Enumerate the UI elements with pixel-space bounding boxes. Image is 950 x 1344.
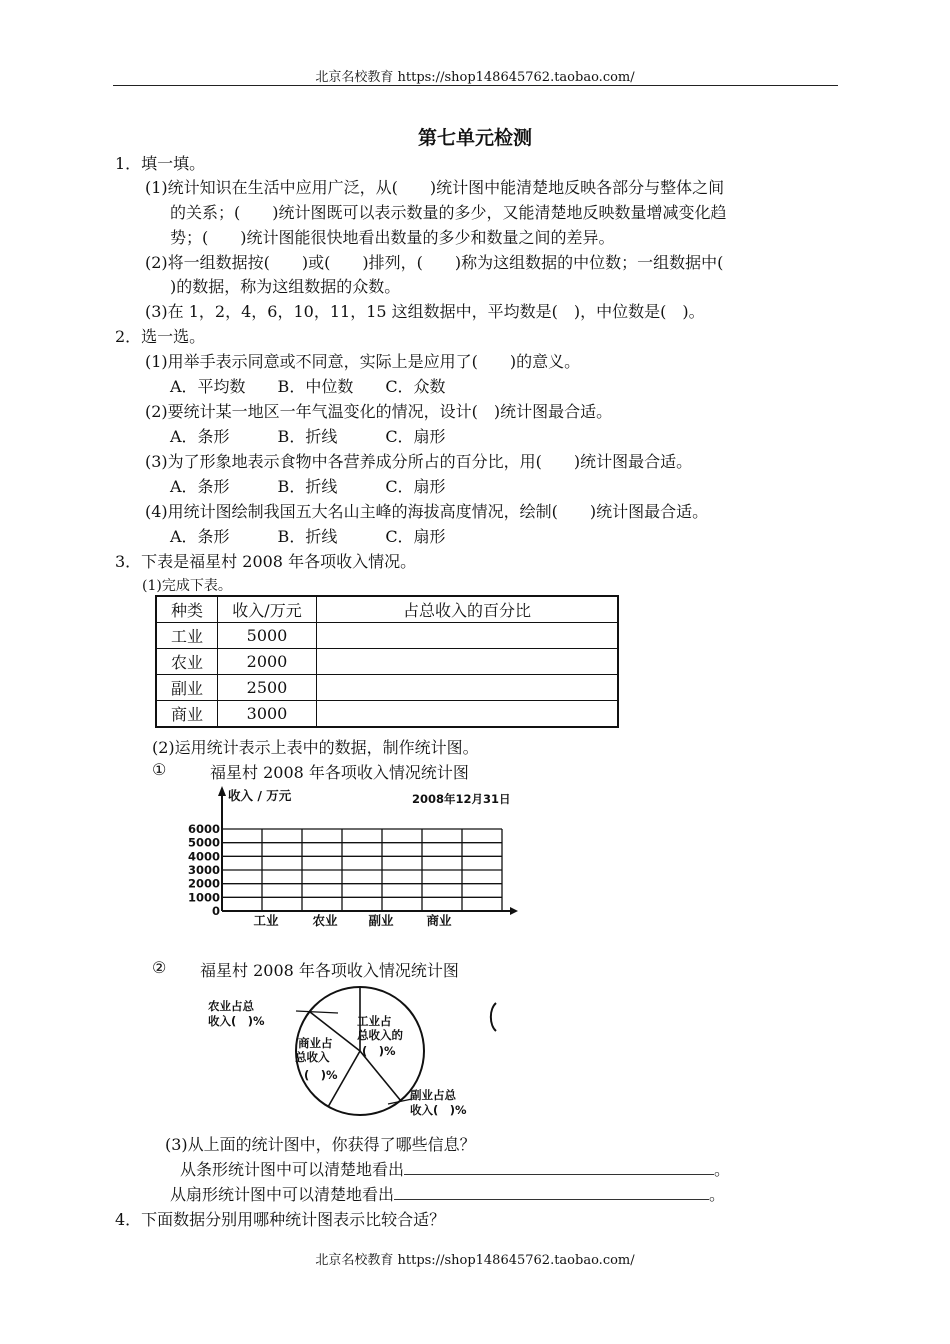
q1-p2-line1: (2)将一组数据按( )或( )排列，( )称为这组数据的中位数；一组数据中( xyxy=(145,253,724,272)
table-cell: 3000 xyxy=(218,701,317,728)
pie-divider-sideline xyxy=(360,1051,401,1101)
q3-sub3-a: 从条形统计图中可以清楚地看出 xyxy=(180,1160,405,1179)
table-cell: 2500 xyxy=(218,675,317,701)
chart1-title: 福星村 2008 年各项收入情况统计图 xyxy=(210,763,469,782)
partial-circle-mark xyxy=(491,1003,496,1031)
q4-label: 4．下面数据分别用哪种统计图表示比较合适？ xyxy=(115,1210,446,1229)
pie-label: 收入( )% xyxy=(410,1103,467,1117)
chart2-number: ② xyxy=(152,958,167,977)
table-row xyxy=(156,675,618,701)
y-tick-label: 6000 xyxy=(187,822,220,836)
q1-p1-line2: 的关系；( )统计图既可以表示数量的多少，又能清楚地反映数量增减变化趋 xyxy=(170,203,727,222)
chart2-title: 福星村 2008 年各项收入情况统计图 xyxy=(200,961,459,980)
q2-p1-options: A．平均数 B．中位数 C．众数 xyxy=(170,377,446,396)
q3-sub3-a-line xyxy=(180,1157,730,1180)
q2-label: 2．选一选。 xyxy=(115,327,206,346)
table-header: 种类 xyxy=(156,596,218,623)
q1-label: 1．填一填。 xyxy=(115,154,206,173)
period: 。 xyxy=(714,1160,731,1179)
income-table xyxy=(155,595,619,728)
pie-label: 收入( )% xyxy=(208,1014,265,1028)
pie-label: 总收入的 xyxy=(357,1028,403,1042)
q3-label: 3．下表是福星村 2008 年各项收入情况。 xyxy=(115,552,417,571)
table-row xyxy=(156,623,618,649)
y-tick-label: 4000 xyxy=(187,849,220,864)
answer-cell[interactable] xyxy=(317,623,619,649)
table-header: 收入/万元 xyxy=(218,596,317,623)
pie-label: 工业占 xyxy=(357,1014,392,1028)
table-cell: 工业 xyxy=(156,623,218,649)
bar-chart xyxy=(180,783,525,933)
pie-label: 副业占总 xyxy=(410,1088,456,1102)
q2-p1: (1)用举手表示同意或不同意，实际上是应用了( )的意义。 xyxy=(145,352,581,371)
pie-label: 商业占 xyxy=(298,1036,333,1050)
q3-sub2: (2)运用统计表示上表中的数据，制作统计图。 xyxy=(152,738,479,757)
q3-sub3-b-line xyxy=(170,1182,725,1205)
pie-label: 总收入 xyxy=(295,1050,330,1064)
table-row xyxy=(156,649,618,675)
y-axis-arrow xyxy=(218,786,226,796)
table-header: 占总收入的百分比 xyxy=(317,596,619,623)
page-title: 第七单元检测 xyxy=(417,127,532,149)
page-footer: 北京名校教育 https://shop148645762.taobao.com/ xyxy=(315,1253,635,1268)
y-tick-label: 2000 xyxy=(187,876,220,891)
chart-date: 2008年12月31日 xyxy=(412,792,511,806)
answer-blank[interactable] xyxy=(394,1185,709,1200)
period: 。 xyxy=(709,1185,726,1204)
table-cell: 2000 xyxy=(218,649,317,675)
q3-sub1: (1)完成下表。 xyxy=(142,578,232,594)
q1-p2-line2: )的数据，称为这组数据的众数。 xyxy=(170,277,401,296)
answer-cell[interactable] xyxy=(317,675,619,701)
q1-p1-line3: 势；( )统计图能很快地看出数量的多少和数量之间的差异。 xyxy=(170,228,615,247)
q2-p4: (4)用统计图绘制我国五大名山主峰的海拔高度情况，绘制( )统计图最合适。 xyxy=(145,502,709,521)
chart1-number: ① xyxy=(152,760,167,779)
y-tick-label: 5000 xyxy=(187,835,220,850)
page-header: 北京名校教育 https://shop148645762.taobao.com/ xyxy=(315,70,635,85)
q1-p3: (3)在 1，2，4，6，10，11，15 这组数据中，平均数是( )，中位数是( )。 xyxy=(145,302,705,321)
x-category-label: 副业 xyxy=(368,913,394,928)
pie-label: ( )% xyxy=(362,1044,396,1058)
q2-p3-options: A．条形 B．折线 C．扇形 xyxy=(170,477,446,496)
y-axis-title: 收入 / 万元 xyxy=(228,788,292,803)
table-cell: 商业 xyxy=(156,701,218,728)
q3-sub3-b: 从扇形统计图中可以清楚地看出 xyxy=(170,1185,395,1204)
pie-label: ( )% xyxy=(304,1068,338,1082)
table-cell: 5000 xyxy=(218,623,317,649)
q1-p1-line1: (1)统计知识在生活中应用广泛，从( )统计图中能清楚地反映各部分与整体之间 xyxy=(145,178,725,197)
table-cell: 副业 xyxy=(156,675,218,701)
y-tick-label: 0 xyxy=(211,904,220,918)
q2-p3: (3)为了形象地表示食物中各营养成分所占的百分比，用( )统计图最合适。 xyxy=(145,452,693,471)
q2-p2: (2)要统计某一地区一年气温变化的情况，设计( )统计图最合适。 xyxy=(145,402,613,421)
answer-cell[interactable] xyxy=(317,701,619,728)
x-axis-arrow xyxy=(510,907,518,915)
table-header-row xyxy=(156,596,618,623)
y-tick-label: 1000 xyxy=(187,890,220,905)
x-category-label: 商业 xyxy=(426,913,452,928)
q2-p4-options: A．条形 B．折线 C．扇形 xyxy=(170,527,446,546)
answer-blank[interactable] xyxy=(404,1160,714,1175)
q2-p2-options: A．条形 B．折线 C．扇形 xyxy=(170,427,446,446)
x-category-label: 工业 xyxy=(253,913,279,928)
header-rule xyxy=(113,85,838,86)
pie-label: 农业占总 xyxy=(208,999,254,1013)
x-category-label: 农业 xyxy=(312,913,338,928)
q3-sub3: (3)从上面的统计图中，你获得了哪些信息？ xyxy=(165,1135,476,1154)
pie-leader-agriculture xyxy=(296,1011,338,1013)
table-cell: 农业 xyxy=(156,649,218,675)
table-row xyxy=(156,701,618,728)
answer-cell[interactable] xyxy=(317,649,619,675)
pie-chart xyxy=(200,983,505,1123)
y-tick-label: 3000 xyxy=(187,863,220,877)
